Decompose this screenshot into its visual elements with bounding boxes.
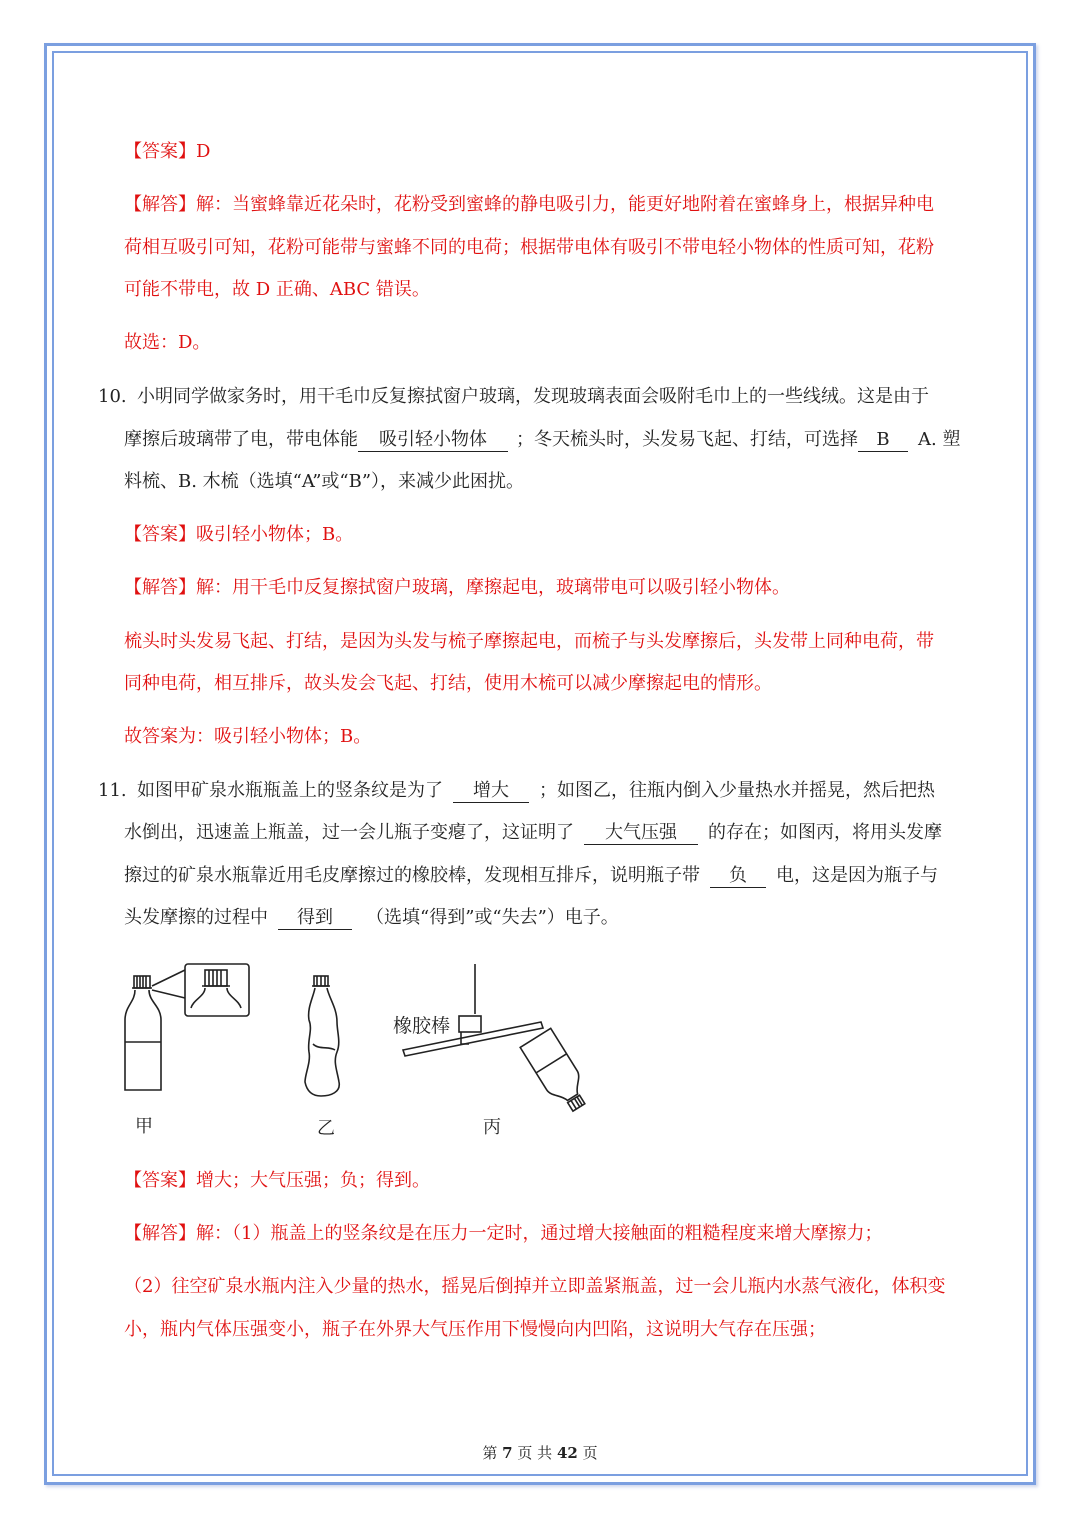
q11-stem-text: 水倒出，迅速盖上瓶盖，过一会儿瓶子变瘪了，这证明了 <box>124 822 574 843</box>
figure-label-jia: 甲 <box>135 1116 153 1137</box>
q10-stem-line: 小明同学做家务时，用干毛巾反复擦拭窗户玻璃，发现玻璃表面会吸附毛巾上的一些线绒。这是由于 <box>137 386 929 407</box>
q11-explanation-line: （2）往空矿泉水瓶内注入少量的热水，摇晃后倒掉并立即盖紧瓶盖，过一会儿瓶内水蒸气液化，体积变 <box>124 1276 946 1297</box>
total-page-count: 42 <box>556 1444 578 1462</box>
rubber-rod-label: 橡胶棒 <box>393 1015 451 1037</box>
q10-number: 10. <box>98 386 127 407</box>
q11-figure <box>123 962 587 1139</box>
q10-explanation-line: 同种电荷，相互排斥，故头发会飞起、打结，使用木梳可以减少摩擦起电的情形。 <box>124 673 772 694</box>
q10-stem-text: 摩擦后玻璃带了电，带电体能 <box>124 429 358 450</box>
q11-explanation-line: 小，瓶内气体压强变小，瓶子在外界大气压作用下慢慢向内凹陷，这说明大气存在压强； <box>124 1319 826 1340</box>
figure-label-bing: 丙 <box>483 1117 501 1138</box>
q11-blank-answer: 负 <box>710 865 766 888</box>
q10-stem-text: ；冬天梳头时，头发易飞起、打结，可选择 <box>516 429 858 450</box>
q10-blank-answer: 吸引轻小物体 <box>358 429 508 452</box>
bottle-illustrations <box>123 962 587 1136</box>
q11-answer: 【答案】增大；大气压强；负；得到。 <box>124 1170 430 1191</box>
q9-final-choice: 故选：D。 <box>124 332 211 353</box>
q10-blank-answer: B <box>858 429 908 452</box>
q11-stem-text: 的存在；如图丙，将用头发摩 <box>708 822 942 843</box>
q10-explanation-line: 梳头时头发易飞起、打结，是因为头发与梳子摩擦起电，而梳子与头发摩擦后，头发带上同种电荷，带 <box>124 631 934 652</box>
q9-answer: 【答案】D <box>124 141 211 162</box>
footer-text: 第 <box>482 1444 498 1462</box>
q10-stem-line: 料梳、B. 木梳（选填“A”或“B”），来减少此困扰。 <box>124 471 525 492</box>
q11-stem-line <box>124 906 619 930</box>
q9-explanation-line: 【解答】解：当蜜蜂靠近花朵时，花粉受到蜜蜂的静电吸引力，能更好地附着在蜜蜂身上，根据异种电 <box>124 194 934 215</box>
q10-final-answer: 故答案为：吸引轻小物体；B。 <box>124 726 372 747</box>
q11-stem-text: （选填“得到”或“失去”）电子。 <box>366 907 619 928</box>
q11-stem-line <box>137 779 935 803</box>
q11-stem-text: ；如图乙，往瓶内倒入少量热水并摇晃，然后把热 <box>539 780 935 801</box>
q10-stem-text: A. 塑 <box>918 429 961 450</box>
footer-text: 页 <box>582 1444 598 1462</box>
current-page-number: 7 <box>502 1444 513 1462</box>
q10-answer: 【答案】吸引轻小物体；B。 <box>124 524 354 545</box>
q10-explanation-line: 【解答】解：用干毛巾反复擦拭窗户玻璃，摩擦起电，玻璃带电可以吸引轻小物体。 <box>124 577 790 598</box>
q9-explanation-line: 可能不带电，故 D 正确、ABC 错误。 <box>124 279 430 300</box>
q9-explanation-line: 荷相互吸引可知，花粉可能带与蜜蜂不同的电荷；根据带电体有吸引不带电轻小物体的性质可知，花粉 <box>124 237 934 258</box>
figure-label-yi: 乙 <box>317 1118 335 1139</box>
footer-text: 页 共 <box>517 1444 553 1462</box>
q11-stem-text: 如图甲矿泉水瓶瓶盖上的竖条纹是为了 <box>137 780 443 801</box>
q11-stem-text: 头发摩擦的过程中 <box>124 907 268 928</box>
q11-blank-answer: 增大 <box>453 780 529 803</box>
q11-stem-line <box>124 821 942 845</box>
q11-blank-answer: 大气压强 <box>584 822 698 845</box>
q11-number: 11. <box>98 780 127 801</box>
q11-stem-text: 擦过的矿泉水瓶靠近用毛皮摩擦过的橡胶棒，发现相互排斥，说明瓶子带 <box>124 865 700 886</box>
q11-blank-answer: 得到 <box>278 907 352 930</box>
page-footer <box>0 1442 1080 1463</box>
q10-stem-line <box>124 428 960 452</box>
page-border-inner <box>52 51 1028 1476</box>
q11-explanation-line: 【解答】解：（1）瓶盖上的竖条纹是在压力一定时，通过增大接触面的粗糙程度来增大摩擦力； <box>124 1223 883 1244</box>
q11-stem-text: 电，这是因为瓶子与 <box>776 865 938 886</box>
q11-stem-line <box>124 864 938 888</box>
